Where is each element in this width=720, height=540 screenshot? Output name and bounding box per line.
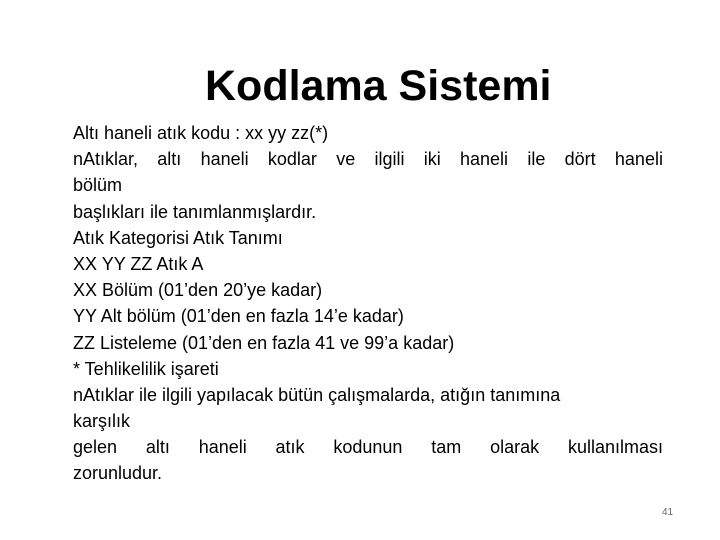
word: altı [145,437,170,458]
word: atık [275,437,305,458]
word: haneli [614,149,663,170]
text-line: YY Alt bölüm (01’den en fazla 14’e kadar) [73,306,404,327]
word: kodunun [333,437,403,458]
word: haneli [200,149,249,170]
word: nAtıklar, [73,149,139,170]
word: haneli [198,437,247,458]
slide-body [73,120,663,487]
text-line: * Tehlikelilik işareti [73,358,219,379]
word: tam [431,437,462,458]
word: iki [423,149,441,170]
text-line: başlıkları ile tanımlanmışlardır. [73,201,317,222]
word: ve [336,149,356,170]
text-line: XX Bölüm (01’den 20’ye kadar) [73,280,323,301]
text-line: XX YY ZZ Atık A [73,253,204,274]
text-line-justified [73,434,663,460]
word: olarak [490,437,540,458]
word: haneli [460,149,509,170]
word: ilgili [374,149,405,170]
word: kullanılması [567,437,663,458]
text-line: Atık Kategorisi Atık Tanımı [73,227,283,248]
page-number: 41 [662,507,674,518]
text-line-justified [73,146,663,172]
word: gelen [73,437,118,458]
text-line: ZZ Listeleme (01’den en fazla 41 ve 99’a kadar) [73,332,455,353]
word: ile [527,149,546,170]
text-line-code-format: Altı haneli atık kodu : xx yy zz(*) [73,123,329,143]
text-line: zorunludur. [73,463,163,484]
text-line: bölüm [73,175,123,196]
text-line: nAtıklar ile ilgili yapılacak bütün çalışmalarda, atığın tanımına [73,384,561,405]
word: altı [157,149,182,170]
word: kodlar [267,149,317,170]
slide-title: Kodlama Sistemi [205,62,552,110]
text-line: karşılık [73,411,131,432]
word: dört [564,149,596,170]
